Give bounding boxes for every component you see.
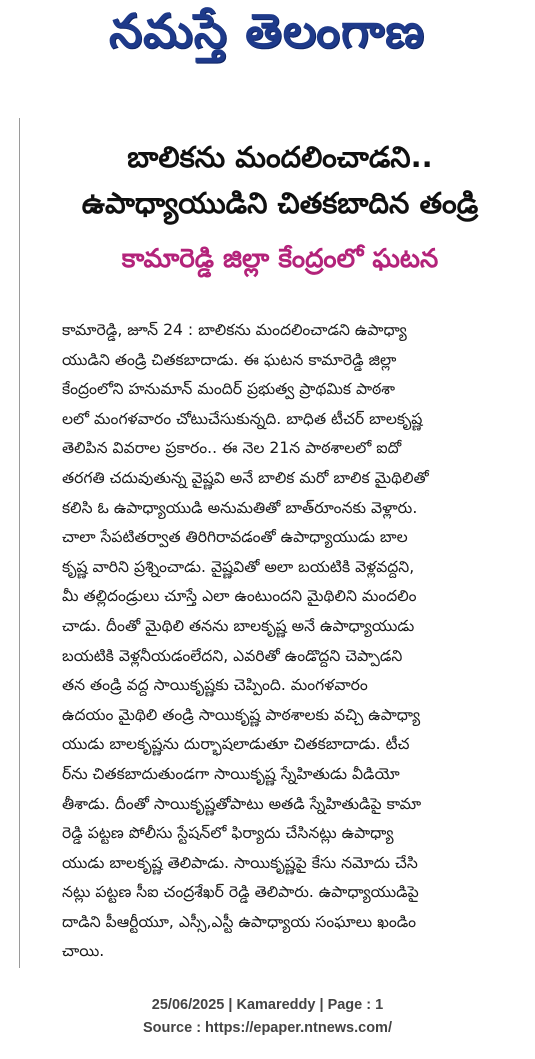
article-body-line: బయటికి వెళ్లనీయడంలేదని, ఎవరితో ఉండొద్దని చెప్పాడని: [62, 646, 403, 665]
article-body-line: దాడిని పీఆర్టీయూ, ఎస్సీ,ఎస్టీ ఉపాధ్యాయ సంఘాలు ఖండిం: [62, 912, 416, 931]
article-body-line: తన తండ్రి వద్ద సాయికృష్ణకు చెప్పింది. మంగళవారం: [62, 676, 368, 695]
article-body-line: చాడు. దీంతో మైథిలి తనను బాలకృష్ణ అనే ఉపాధ్యాయుడు: [62, 616, 415, 635]
article-body-line: ర్‌ను చితకబాదుతుండగా సాయికృష్ణ స్నేహితుడు వీడియో: [62, 764, 400, 783]
article-body-line: లలో మంగళవారం చోటుచేసుకున్నది. బాధిత టీచర్ బాలకృష్ణ: [62, 409, 423, 428]
masthead-title: నమస్తే తెలంగాణ: [109, 4, 425, 59]
article-body-line: కలిసి ఓ ఉపాధ్యాయుడి అనుమతితో బాత్‌రూంనకు వెళ్లారు.: [62, 498, 418, 517]
article-body: [62, 316, 518, 967]
article-body-line: కృష్ణ వారిని ప్రశ్నించాడు. వైష్ణవితో అలా బయటికి వెళ్లవద్దని,: [62, 557, 415, 576]
subheadline: కామారెడ్డి జిల్లా కేంద్రంలో ఘటన: [121, 244, 439, 274]
article-body-line: తెలిపిన వివరాల ప్రకారం.. ఈ నెల 21న పాఠశాలలో ఐదో: [62, 439, 402, 458]
article-body-line: తీశాడు. దీంతో సాయికృష్ణతోపాటు అతడి స్నేహితుడిపై కామా: [62, 794, 422, 813]
headline-line-2: ఉపాధ్యాయుడిని చితకబాదిన తండ్రి: [81, 186, 479, 220]
article-body-line: యుడు బాలకృష్ణను దుర్భాషలాడుతూ చితకబాదాడు. టీచ: [62, 735, 410, 754]
article-body-line: చాయి.: [62, 942, 105, 961]
footer-source-link[interactable]: Source : https://epaper.ntnews.com/: [143, 1020, 392, 1036]
article-body-line: యుడు బాలకృష్ణ తెలిపాడు. సాయికృష్ణపై కేసు నమోదు చేసి: [62, 853, 418, 872]
headline-line-1: బాలికను మందలించాడని..: [127, 140, 433, 174]
article-body-line: మీ తల్లిదండ్రులు చూస్తే ఎలా ఉంటుందని మైథిలిని మందలిం: [62, 587, 417, 606]
article-body-line: కామారెడ్డి, జూన్ 24 : బాలికను మందలించాడని ఉపాధ్యా: [62, 321, 407, 339]
article-body-line: నట్లు పట్టణ సీఐ చంద్రశేఖర్ రెడ్డి తెలిపారు. ఉపాధ్యాయుడిపై: [62, 883, 419, 902]
newspaper-masthead: [62, 4, 472, 70]
article-body-line: తరగతి చదువుతున్న వైష్ణవి అనే బాలిక మరో బాలిక మైథిలితో: [62, 468, 429, 487]
article-body-line: ఉదయం మైథిలి తండ్రి సాయికృష్ణ పాఠశాలకు వచ్చి ఉపాధ్యా: [62, 705, 421, 724]
footer-date-edition-page: 25/06/2025 | Kamareddy | Page : 1: [151, 997, 384, 1013]
article-body-line: కేంద్రంలోని హనుమాన్ మందిర్ ప్రభుత్వ ప్రాథమిక పాఠశా: [62, 380, 396, 399]
article-body-line: రెడ్డి పట్టణ పోలీసు స్టేషన్‌లో ఫిర్యాదు చేసినట్లు ఉపాధ్యా: [62, 824, 394, 843]
article-body-line: చాలా సేపటితర్వాత తిరిగిరావడంతో ఉపాధ్యాయుడు బాల: [62, 528, 408, 547]
article-body-line: యుడిని తండ్రి చితకబాదాడు. ఈ ఘటన కామారెడ్డి జిల్లా: [62, 350, 397, 369]
